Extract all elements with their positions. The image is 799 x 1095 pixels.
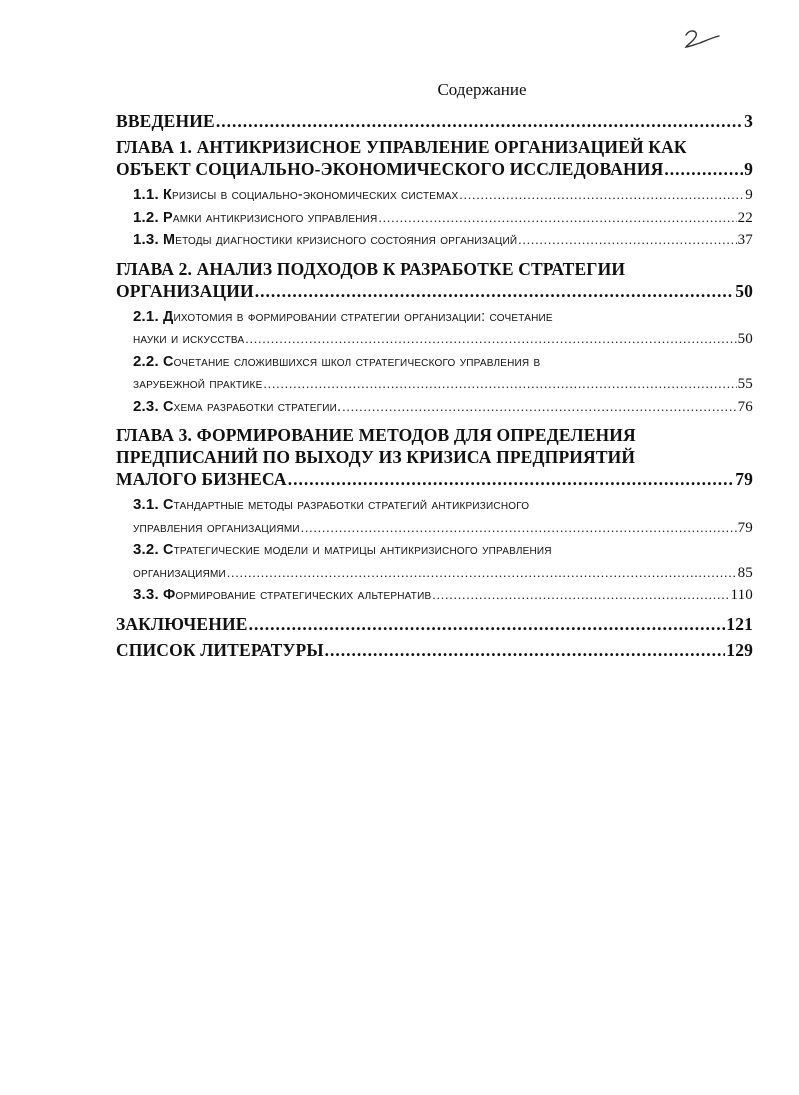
section-title: ихотомия в формировании стратегии организации: сочетание [173,308,553,325]
page-number: 85 [737,564,753,581]
section-title-continued: управления организациями [133,519,300,536]
leader-dots [518,229,736,251]
leader-dots [288,468,734,490]
section-title: амки антикризисного управления [172,209,378,226]
toc-entry-section-2-3: 2.3. Схема разработки стратегии. ..... 76 [133,396,753,419]
leader-dots [216,110,743,132]
entry-title: ЗАКЛЮЧЕНИЕ [116,613,248,634]
page-number: 110 [730,587,753,603]
leader-dots [255,280,734,302]
leader-dots [263,373,736,395]
page-number: 79 [737,519,753,536]
page-number: 121 [726,613,753,634]
page-number: 37 [737,232,753,248]
section-number: 3.2. [133,541,159,558]
page-title: Содержание [437,80,527,99]
page-number: 3 [744,111,753,131]
section-title-continued: организациями [133,564,226,581]
leader-dots [249,613,726,635]
toc-entry-introduction [116,110,753,132]
toc-entry-section-3-1: 3.1. Стандартные методы разработки стратегий антикризисного управления организациями ..... 79 [133,494,753,539]
leader-dots [432,584,729,606]
section-number: 2.3. [133,397,159,415]
toc-entry-section-1-2: 1.2. Рамки антикризисного управления ..... 22 [133,207,753,230]
page-number: 55 [737,376,753,392]
entry-title: СПИСОК ЛИТЕРАТУРЫ [116,639,324,660]
chapter-title-line: ГЛАВА 2. АНАЛИЗ ПОДХОДОВ К РАЗРАБОТКЕ СТРАТЕГИИ [116,258,626,279]
leader-dots [342,396,736,418]
section-number: 2.1. [133,307,159,325]
leader-dots [227,562,737,584]
section-title: хема разработки стратегии. [173,398,342,415]
section-number: 1.2. [133,208,159,226]
toc-entry-section-2-2: 2.2. Сочетание сложившихся школ стратегического управления в зарубежной практике ..... 55 [133,351,753,396]
chapter-title-line: ГЛАВА 1. АНТИКРИЗИСНОЕ УПРАВЛЕНИЕ ОРГАНИЗАЦИЕЙ КАК [116,137,687,157]
leader-dots [459,184,744,206]
page-number: 9 [745,187,753,203]
toc-entry-chapter-3 [116,424,753,490]
page-number: 76 [737,398,753,415]
leader-dots [301,517,737,539]
section-title: тандартные методы разработки стратегий антикризисного [173,497,530,513]
section-title: тратегические модели и матрицы антикризисного управления [173,542,552,558]
leader-dots [325,639,726,661]
page-number: 22 [737,209,753,226]
section-number: 3.1. [133,496,159,513]
toc-entry-section-1-3: 1.3. Методы диагностики кризисного состояния организаций ..... 37 [133,229,753,252]
entry-title: ВВЕДЕНИЕ [116,111,215,131]
handwritten-page-number [677,26,723,54]
page-number: 9 [744,159,753,179]
section-title-continued: науки и искусства [133,331,245,347]
toc-entry-section-2-1: 2.1. Дихотомия в формировании стратегии организации: сочетание науки и искусства ..... 50 [133,306,753,351]
toc-entry-section-3-2: 3.2. Стратегические модели и матрицы антикризисного управления организациями ..... 85 [133,539,753,584]
toc-entry-chapter-1 [116,136,753,180]
leader-dots [664,158,743,180]
chapter-title-line: ГЛАВА 3. ФОРМИРОВАНИЕ МЕТОДОВ ДЛЯ ОПРЕДЕЛЕНИЯ [116,425,636,445]
section-title: ормирование стратегических альтернатив [175,587,432,603]
page-number: 50 [737,331,753,347]
toc-entry-chapter-2 [116,258,753,302]
page-number: 129 [726,639,753,660]
page-number: 50 [735,280,753,301]
section-title: очетание сложившихся школ стратегического управления в [173,353,541,370]
section-number: 1.1. [133,186,159,203]
leader-dots [378,207,736,229]
chapter-title-line: ОБЪЕКТ СОЦИАЛЬНО-ЭКОНОМИЧЕСКОГО ИССЛЕДОВАНИЯ [116,159,664,179]
toc-entry-references [116,639,753,661]
section-number: 1.3. [133,231,159,248]
section-number: 3.3. [133,586,159,603]
page-number: 79 [735,469,753,489]
toc-entry-section-3-3: 3.3. Формирование стратегических альтернатив ..... 110 [133,584,753,607]
chapter-title-line: ОРГАНИЗАЦИИ [116,280,254,301]
table-of-contents [116,110,753,661]
leader-dots [245,328,736,350]
toc-entry-conclusion [116,613,753,635]
section-title-continued: зарубежной практике [133,376,263,392]
toc-entry-section-1-1: 1.1. Кризисы в социально-экономических системах ..... 9 [133,184,753,207]
section-title: етоды диагностики кризисного состояния организаций [175,232,518,248]
section-number: 2.2. [133,352,159,370]
section-title: ризисы в социально-экономических системах [172,187,459,203]
chapter-title-line: ПРЕДПИСАНИЙ ПО ВЫХОДУ ИЗ КРИЗИСА ПРЕДПРИЯТИЙ [116,447,636,467]
chapter-title-line: МАЛОГО БИЗНЕСА [116,469,287,489]
